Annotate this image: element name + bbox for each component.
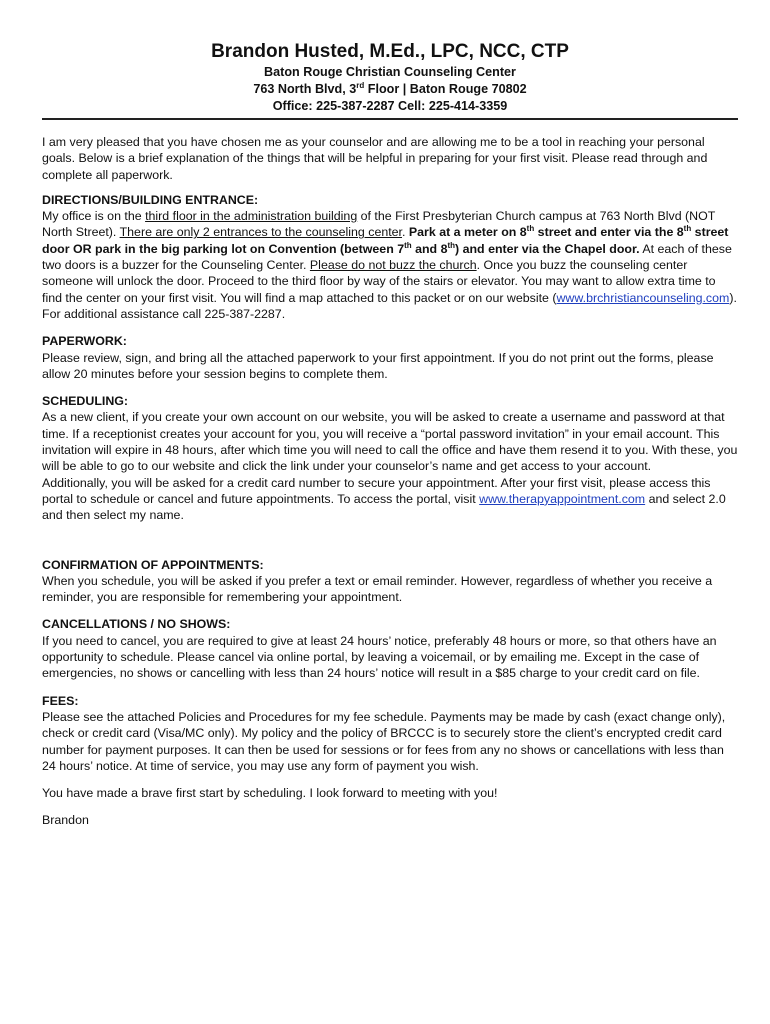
fees-heading: FEES: bbox=[42, 693, 79, 708]
directions-text: . Once you buzz the counseling center someone will unlock the door. Proceed to the third floor by way of the stairs or elevator. You may want to allow extra time to find the center on your first visit. You will find a map attached to this packet or on our website ( bbox=[42, 258, 716, 305]
parking-text: and 8 bbox=[411, 241, 448, 256]
directions-paragraph bbox=[42, 208, 738, 322]
scheduling-paragraph-2 bbox=[42, 475, 738, 524]
ordinal-superscript: th bbox=[447, 240, 456, 250]
directions-underlined: third floor in the administration building bbox=[145, 209, 358, 224]
parking-text: street door OR park in the big parking lot on Convention (between 7 bbox=[42, 225, 729, 256]
address-superscript: rd bbox=[356, 80, 365, 90]
letter-page bbox=[42, 40, 738, 829]
organization-name: Baton Rouge Christian Counseling Center bbox=[264, 65, 516, 79]
website-link[interactable]: www.brchristiancounseling.com bbox=[556, 290, 730, 305]
portal-link[interactable]: www.therapyappointment.com bbox=[479, 491, 646, 506]
ordinal-superscript: th bbox=[526, 224, 535, 234]
parking-text: ) and enter via the Chapel door. bbox=[455, 241, 640, 256]
signature: Brandon bbox=[42, 813, 89, 828]
letter-header bbox=[42, 40, 738, 115]
scheduling-heading: SCHEDULING: bbox=[42, 394, 129, 409]
paperwork-paragraph: Please review, sign, and bring all the attached paperwork to your first appointment. If you do not print out the forms, please allow 20 minutes before your session begins to complete them. bbox=[42, 350, 714, 381]
confirmation-heading: CONFIRMATION OF APPOINTMENTS: bbox=[42, 557, 264, 572]
ordinal-superscript: th bbox=[404, 240, 412, 250]
parking-text: Park at a meter on 8 bbox=[408, 225, 527, 240]
scheduling-paragraph: As a new client, if you create your own account on our website, you will be asked to create a username and password at that time. If a receptionist creates your account for you, you will receive a “portal password invitation” in your email account. This invitation will expire in 48 hours, after which time you will need to call the office and have them resend it to you. With these, you will be able to go to our website and click the link under your counselor’s name and get access to your account. bbox=[42, 410, 738, 474]
counselor-name: Brandon Husted, M.Ed., LPC, NCC, CTP bbox=[211, 41, 569, 62]
paperwork-heading: PAPERWORK: bbox=[42, 334, 127, 349]
directions-text: At each of these two doors is a buzzer for the Counseling Center. bbox=[42, 241, 732, 273]
phone-line: Office: 225-387-2287 Cell: 225-414-3359 bbox=[272, 99, 508, 113]
cancellations-paragraph: If you need to cancel, you are required to give at least 24 hours’ notice, preferably 48 hours or more, so that others have an opportunity to schedule. Please cancel via online portal, by leaving a voicemail, or by emailing me. Except in the case of emergencies, no shows or cancelling with less than 24 hours’ notice will result in a $85 charge to your credit card on file. bbox=[42, 633, 717, 681]
address-part: 763 North Blvd, 3 bbox=[253, 82, 357, 96]
scheduling-text: Additionally, you will be asked for a credit card number to secure your appointment. After your first visit, please access this portal to schedule or cancel and future appointments. To access the portal, visit bbox=[42, 475, 711, 506]
scheduling-text: and select 2.0 and then select my name. bbox=[42, 491, 726, 523]
intro-paragraph: I am very pleased that you have chosen me as your counselor and are allowing me to be a tool in reaching your personal goals. Below is a brief explanation of the things that will be helpful in preparing for your first visit. Please read through and complete all paperwork. bbox=[42, 135, 708, 182]
address-part: Floor | Baton Rouge 70802 bbox=[364, 82, 527, 96]
directions-underlined: Please do not buzz the church bbox=[309, 258, 477, 273]
parking-text: street and enter via the 8 bbox=[534, 225, 684, 240]
directions-text: ). For additional assistance call 225-387-2287. bbox=[42, 290, 737, 321]
directions-text: . bbox=[402, 225, 409, 240]
ordinal-superscript: th bbox=[683, 224, 692, 234]
confirmation-paragraph: When you schedule, you will be asked if you prefer a text or email reminder. However, regardless of whether you receive a reminder, you are responsible for remembering your appointment. bbox=[42, 573, 713, 605]
directions-text: of the First Presbyterian Church campus at 763 North Blvd (NOT North Street). bbox=[42, 209, 716, 240]
directions-text: My office is on the bbox=[42, 209, 146, 224]
directions-heading: DIRECTIONS/BUILDING ENTRANCE: bbox=[42, 192, 259, 207]
address-line bbox=[42, 81, 738, 98]
closing-line: You have made a brave first start by scheduling. I look forward to meeting with you! bbox=[42, 786, 498, 801]
cancellations-heading: CANCELLATIONS / NO SHOWS: bbox=[42, 617, 231, 632]
fees-paragraph: Please see the attached Policies and Procedures for my fee schedule. Payments may be made by cash (exact change only), check or credit card (Visa/MC only). My policy and the policy of BRCCC is to securely store the client’s encrypted credit card number for payment purposes. It can then be used for sessions or for fees from any no shows or cancellations with less than 24 hours’ notice. At time of service, you may use any form of payment you wish. bbox=[42, 709, 726, 773]
directions-underlined: There are only 2 entrances to the counseling center bbox=[119, 225, 403, 240]
